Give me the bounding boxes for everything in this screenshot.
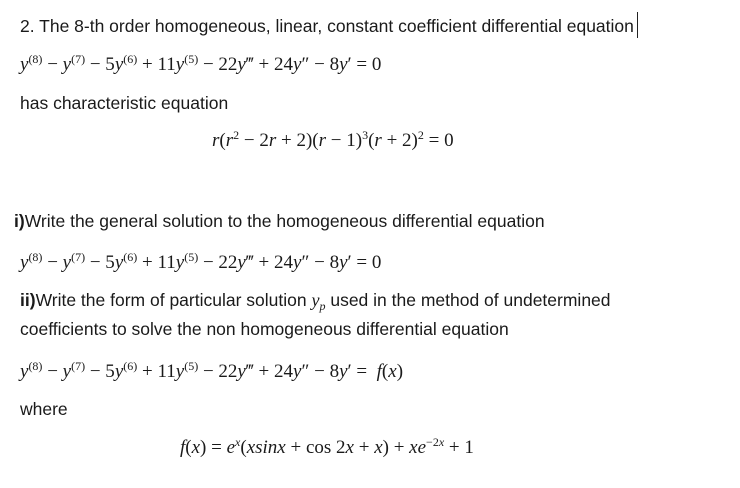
char-label: has characteristic equation [20,93,229,113]
where-label: where [20,399,68,419]
forcing-function: $f(x) = e^x(xsinx + \cos 2x + x) + xe^{-2x} + 1$ [180,435,474,458]
text-cursor [637,12,638,38]
characteristic-equation: $r(r^2 - 2r + 2)(r - 1)^3(r + 2)^2 = 0$ [212,128,454,151]
part-i-text: i)Write the general solution to the homogeneous differential equation [14,211,545,231]
yp-symbol: $y_p$ [311,290,326,313]
part-ii-text-line2: coefficients to solve the non homogeneous differential equation [20,319,509,339]
part-ii-equation: $y^{(8)} - y^{(7)} - 5y^{(6)} + 11y^{(5)}$ − 22y‴ + 24y″ − 8y′ = f(x) [20,359,404,382]
part-i-equation: $y^{(8)} - y^{(7)} - 5y^{(6)} + 11y^{(5)}$ − 22y‴ + 24y″ − 8y′ = 0 [20,250,382,273]
part-ii-text: ii)Write the form of particular solution $y_p$ used in the method of undetermined [20,290,611,313]
problem-heading: 2. The 8-th order homogeneous, linear, constant coefficient differential equation [20,12,638,38]
ode-equation: $y^{(8)} - y^{(7)} - 5y^{(6)} + 11y^{(5)}$ − 22y‴ + 24y″ − 8y′ = 0 [20,52,382,75]
